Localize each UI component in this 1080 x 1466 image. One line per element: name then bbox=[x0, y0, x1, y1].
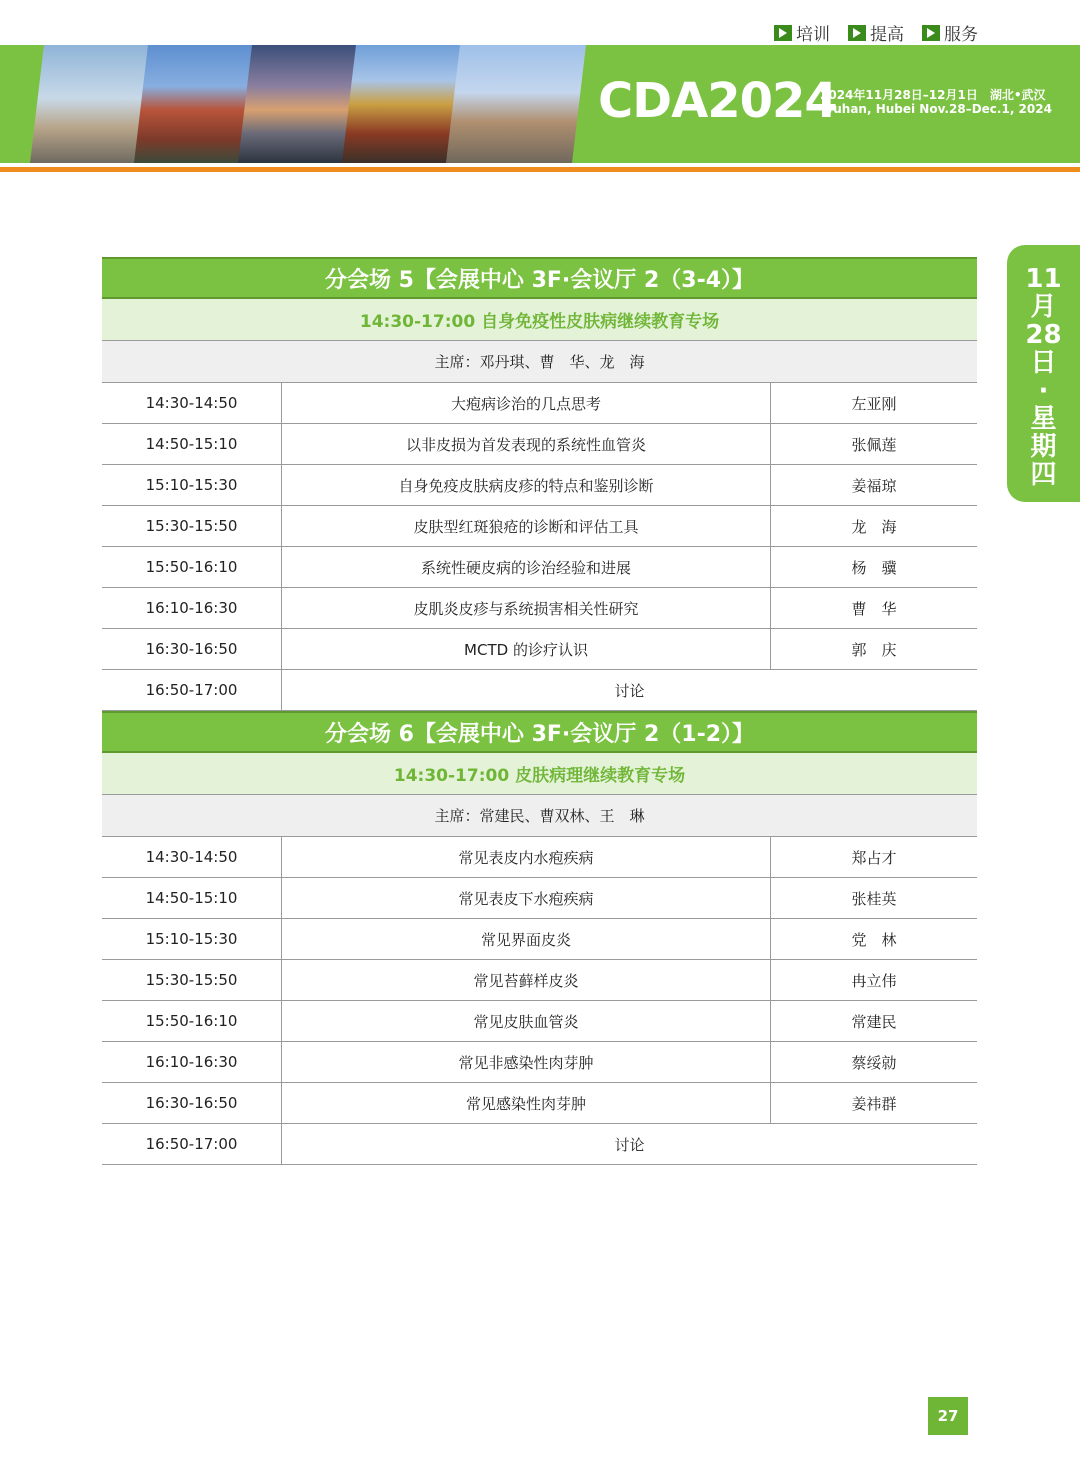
landmark-photo bbox=[446, 45, 586, 163]
landmark-photo-strip bbox=[30, 45, 590, 163]
table-row bbox=[102, 1001, 977, 1042]
table-row bbox=[102, 588, 977, 629]
title-cell: 系统性硬皮病的诊治经验和进展 bbox=[282, 547, 771, 587]
speaker-cell: 郭 庆 bbox=[851, 640, 897, 659]
speaker-cell: 张桂英 bbox=[851, 889, 897, 908]
conference-date-en: Wuhan, Hubei Nov.28–Dec.1, 2024 bbox=[820, 102, 1052, 116]
table-row bbox=[102, 837, 977, 878]
table-row bbox=[102, 465, 977, 506]
time-cell: 14:50-15:10 bbox=[102, 878, 282, 918]
session-topic: 14:30-17:00 皮肤病理继续教育专场 bbox=[102, 753, 977, 795]
table-row bbox=[102, 960, 977, 1001]
speaker-cell: 常建民 bbox=[851, 1012, 897, 1031]
time-cell: 15:50-16:10 bbox=[102, 547, 282, 587]
header-banner bbox=[0, 45, 1080, 163]
title-cell: 常见苔藓样皮炎 bbox=[282, 960, 771, 1000]
conference-info bbox=[820, 88, 1052, 116]
session-header: 分会场 6【会展中心 3F·会议厅 2（1-2）】 bbox=[102, 711, 977, 753]
tag-training: 培训 bbox=[774, 20, 830, 45]
table-row bbox=[102, 919, 977, 960]
session-topic: 14:30-17:00 自身免疫性皮肤病继续教育专场 bbox=[102, 299, 977, 341]
session-chair: 主席：常建民、曹双林、王 琳 bbox=[102, 795, 977, 837]
title-cell: 讨论 bbox=[614, 1135, 645, 1154]
speaker-cell: 左亚刚 bbox=[851, 394, 897, 413]
conference-location: 湖北•武汉 bbox=[989, 88, 1046, 102]
title-cell: 大疱病诊治的几点思考 bbox=[282, 383, 771, 423]
table-row bbox=[102, 1042, 977, 1083]
time-cell: 15:10-15:30 bbox=[102, 919, 282, 959]
time-cell: 14:50-15:10 bbox=[102, 424, 282, 464]
title-cell: 常见表皮下水疱疾病 bbox=[282, 878, 771, 918]
time-cell: 15:30-15:50 bbox=[102, 506, 282, 546]
time-cell: 16:30-16:50 bbox=[102, 629, 282, 669]
accent-stripe bbox=[0, 167, 1080, 172]
speaker-cell: 姜福琼 bbox=[851, 476, 897, 495]
time-cell: 16:50-17:00 bbox=[102, 670, 282, 710]
speaker-cell: 冉立伟 bbox=[851, 971, 897, 990]
title-cell: 常见表皮内水疱疾病 bbox=[282, 837, 771, 877]
time-cell: 16:10-16:30 bbox=[102, 588, 282, 628]
speaker-cell: 龙 海 bbox=[851, 517, 897, 536]
table-row bbox=[102, 1124, 977, 1165]
table-row bbox=[102, 424, 977, 465]
tag-service: 服务 bbox=[922, 20, 978, 45]
title-cell: 皮肤型红斑狼疮的诊断和评估工具 bbox=[282, 506, 771, 546]
conference-date: 2024年11月28日–12月1日 bbox=[820, 88, 978, 102]
speaker-cell: 郑占才 bbox=[851, 848, 897, 867]
time-cell: 15:50-16:10 bbox=[102, 1001, 282, 1041]
schedule-table bbox=[102, 257, 977, 1165]
title-cell: 皮肌炎皮疹与系统损害相关性研究 bbox=[282, 588, 771, 628]
header-tags bbox=[774, 20, 978, 45]
title-cell: 常见界面皮炎 bbox=[282, 919, 771, 959]
time-cell: 16:10-16:30 bbox=[102, 1042, 282, 1082]
speaker-cell: 曹 华 bbox=[851, 599, 897, 618]
time-cell: 16:50-17:00 bbox=[102, 1124, 282, 1164]
speaker-cell: 张佩莲 bbox=[851, 435, 897, 454]
table-row bbox=[102, 670, 977, 711]
speaker-cell: 杨 骥 bbox=[851, 558, 897, 577]
title-cell: 讨论 bbox=[614, 681, 645, 700]
table-row bbox=[102, 383, 977, 424]
arrow-icon bbox=[922, 25, 940, 41]
title-cell: 常见非感染性肉芽肿 bbox=[282, 1042, 771, 1082]
table-row bbox=[102, 629, 977, 670]
title-cell: MCTD 的诊疗认识 bbox=[282, 629, 771, 669]
arrow-icon bbox=[774, 25, 792, 41]
table-row bbox=[102, 547, 977, 588]
conference-title: CDA2024 bbox=[598, 73, 837, 129]
tag-improve: 提高 bbox=[848, 20, 904, 45]
title-cell: 以非皮损为首发表现的系统性血管炎 bbox=[282, 424, 771, 464]
time-cell: 16:30-16:50 bbox=[102, 1083, 282, 1123]
table-row bbox=[102, 506, 977, 547]
session-chair: 主席：邓丹琪、曹 华、龙 海 bbox=[102, 341, 977, 383]
table-row bbox=[102, 1083, 977, 1124]
date-side-tab: 11 月 28 日 · 星 期 四 bbox=[1007, 245, 1080, 502]
session-header: 分会场 5【会展中心 3F·会议厅 2（3-4）】 bbox=[102, 257, 977, 299]
speaker-cell: 党 林 bbox=[851, 930, 897, 949]
time-cell: 15:30-15:50 bbox=[102, 960, 282, 1000]
title-cell: 自身免疫皮肤病皮疹的特点和鉴别诊断 bbox=[282, 465, 771, 505]
speaker-cell: 姜祎群 bbox=[851, 1094, 897, 1113]
title-cell: 常见皮肤血管炎 bbox=[282, 1001, 771, 1041]
speaker-cell: 蔡绥勍 bbox=[851, 1053, 897, 1072]
title-cell: 常见感染性肉芽肿 bbox=[282, 1083, 771, 1123]
arrow-icon bbox=[848, 25, 866, 41]
table-row bbox=[102, 878, 977, 919]
time-cell: 14:30-14:50 bbox=[102, 383, 282, 423]
page-number: 27 bbox=[928, 1397, 968, 1435]
time-cell: 15:10-15:30 bbox=[102, 465, 282, 505]
time-cell: 14:30-14:50 bbox=[102, 837, 282, 877]
